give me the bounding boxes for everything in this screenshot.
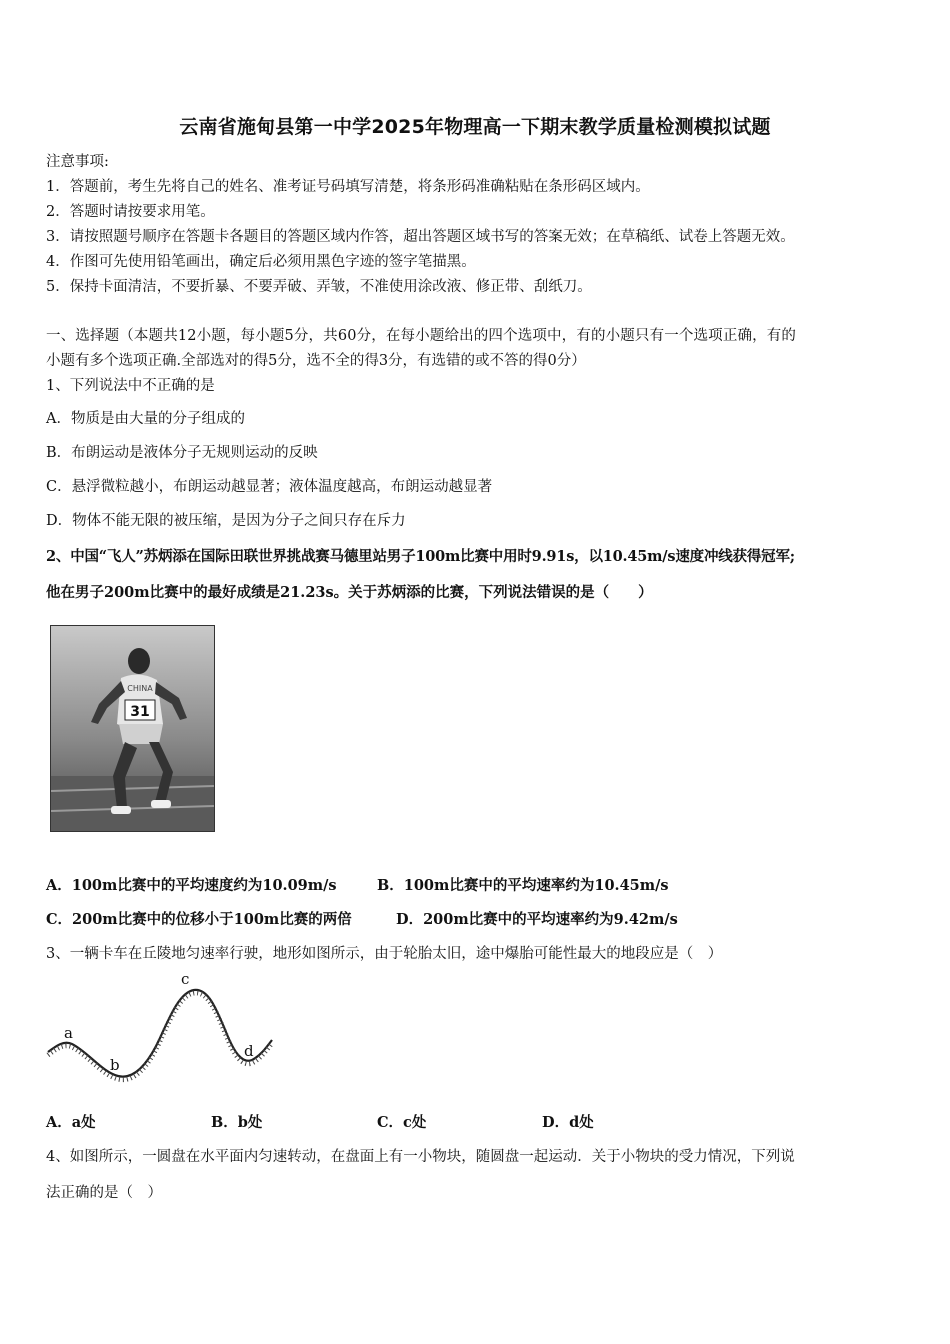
q2-option-d: D．200m比赛中的平均速率约为9.42m/s [396, 911, 678, 928]
label-c: c [181, 970, 190, 988]
q1-stem: 1、下列说法中不正确的是 [46, 378, 215, 394]
q4-stem-line2: 法正确的是（ ） [46, 1185, 162, 1201]
q2-option-a: A．100m比赛中的平均速度约为10.09m/s [46, 877, 337, 894]
q3-option-d: D．d处 [542, 1114, 594, 1131]
q1-option-b: B．布朗运动是液体分子无规则运动的反映 [46, 445, 318, 461]
q3-option-b: B．b处 [211, 1114, 263, 1131]
q1-option-a: A．物质是由大量的分子组成的 [46, 411, 245, 427]
label-d: d [244, 1042, 254, 1060]
notice-item: 4．作图可先使用铅笔画出，确定后必须用黑色字迹的签字笔描黑。 [46, 254, 476, 270]
label-a: a [64, 1024, 73, 1042]
q2-option-c: C．200m比赛中的位移小于100m比赛的两倍 [46, 911, 352, 928]
q1-option-d: D．物体不能无限的被压缩，是因为分子之间只存在斥力 [46, 513, 406, 529]
sprinter-illustration [51, 626, 214, 831]
q3-stem: 3、一辆卡车在丘陵地匀速率行驶，地形如图所示，由于轮胎太旧，途中爆胎可能性最大的地段应是（ ） [46, 946, 723, 962]
section-heading-line1: 一、选择题（本题共12小题，每小题5分，共60分，在每小题给出的四个选项中，有的小题只有一个选项正确，有的 [46, 328, 797, 344]
section-heading-line2: 小题有多个选项正确.全部选对的得5分，选不全的得3分，有选错的或不答的得0分） [46, 353, 586, 369]
q4-stem-line1: 4、如图所示，一圆盘在水平面内匀速转动，在盘面上有一小物块，随圆盘一起运动．关于小物块的受力情况，下列说 [46, 1149, 795, 1165]
q1-option-c: C．悬浮微粒越小，布朗运动越显著；液体温度越高，布朗运动越显著 [46, 479, 493, 495]
notice-item: 3．请按照题号顺序在答题卡各题目的答题区域内作答，超出答题区域书写的答案无效；在草稿纸、试卷上答题无效。 [46, 229, 795, 245]
q3-option-a: A．a处 [46, 1114, 96, 1131]
hill-terrain-diagram [44, 968, 284, 1086]
notice-item: 2．答题时请按要求用笔。 [46, 204, 215, 220]
sprinter-photo [50, 625, 215, 832]
notice-item: 5．保持卡面清洁，不要折暴、不要弄破、弄皱，不准使用涂改液、修正带、刮纸刀。 [46, 279, 592, 295]
bib-number: 31 [130, 704, 150, 720]
q2-stem-line2: 他在男子200m比赛中的最好成绩是21.23s。关于苏炳添的比赛，下列说法错误的是（ ） [46, 584, 653, 601]
notice-heading: 注意事项: [46, 154, 109, 170]
page-title: 云南省施甸县第一中学2025年物理高一下期末教学质量检测模拟试题 [179, 116, 771, 138]
q2-option-b: B．100m比赛中的平均速率约为10.45m/s [377, 877, 669, 894]
notice-item: 1．答题前，考生先将自己的姓名、准考证号码填写清楚，将条形码准确粘贴在条形码区域内。 [46, 179, 650, 195]
jersey-text: CHINA [127, 684, 153, 693]
q3-option-c: C．c处 [377, 1114, 427, 1131]
label-b: b [110, 1056, 120, 1074]
q2-stem-line1: 2、中国“飞人”苏炳添在国际田联世界挑战赛马德里站男子100m比赛中用时9.91s，以10.45m/s速度冲线获得冠军; [46, 548, 795, 565]
